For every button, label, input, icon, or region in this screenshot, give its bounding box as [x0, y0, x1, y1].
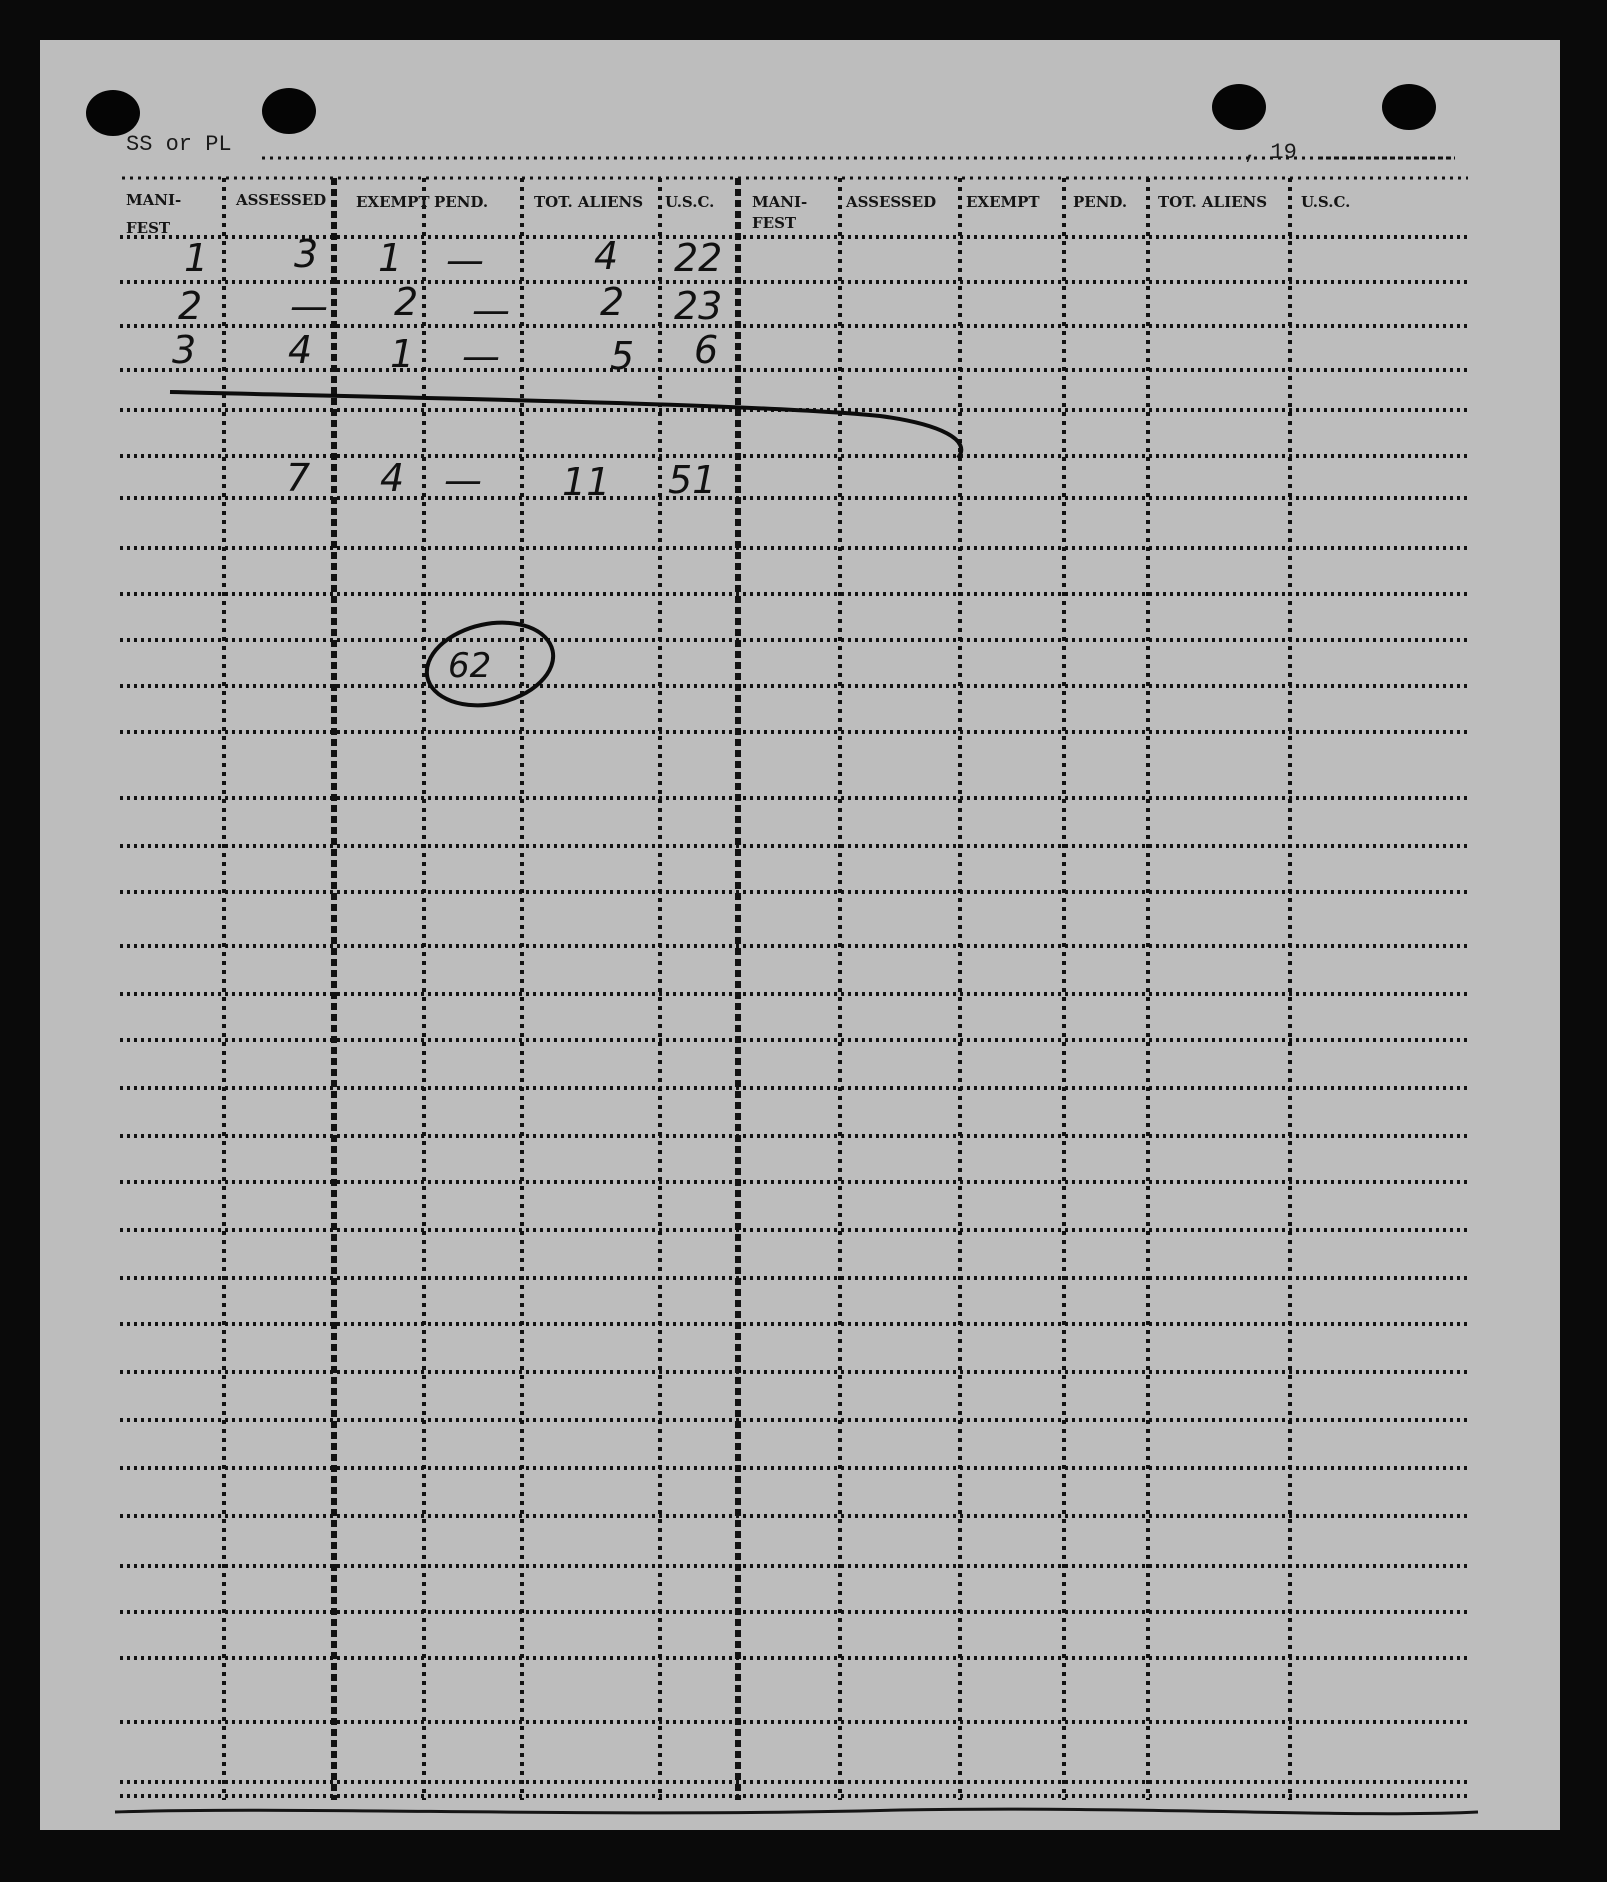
row-1-manifest: 1 — [184, 236, 209, 280]
ss-or-pl-label: SS or PL — [126, 132, 232, 157]
grand-total: 62 — [448, 646, 492, 686]
col-header-manifest-right-2: FEST — [752, 214, 797, 232]
col-header-manifest-right: MANI- — [752, 193, 808, 211]
col-header-exempt-right: EXEMPT — [966, 193, 1040, 211]
row-1-exempt: 1 — [378, 236, 403, 280]
row-2-assessed: — — [290, 284, 328, 328]
total-usc: 51 — [668, 458, 717, 502]
row-2-exempt: 2 — [394, 280, 419, 324]
row-3-usc: 6 — [694, 328, 719, 372]
date-year-label: , 19 — [1244, 140, 1297, 165]
col-header-assessed-right: ASSESSED — [846, 193, 937, 211]
total-pend: — — [444, 458, 482, 502]
row-2-manifest: 2 — [178, 284, 203, 328]
col-header-exempt: EXEMPT — [356, 193, 430, 211]
row-2-tot-aliens: 2 — [600, 280, 625, 324]
row-3-pend: — — [462, 334, 500, 378]
bottom-border-line — [115, 1809, 1478, 1814]
row-1-tot-aliens: 4 — [594, 234, 619, 278]
col-header-usc-right: U.S.C. — [1301, 193, 1351, 211]
total-exempt: 4 — [380, 456, 405, 500]
row-2-pend: — — [472, 288, 510, 332]
row-2-usc: 23 — [674, 284, 723, 328]
col-header-manifest-2: FEST — [126, 219, 171, 237]
handwritten-sum-line — [170, 392, 961, 458]
col-header-tot-aliens-right: TOT. ALIENS — [1158, 193, 1268, 211]
row-1-usc: 22 — [674, 236, 723, 280]
row-3-tot-aliens: 5 — [610, 334, 635, 378]
col-header-tot-aliens: TOT. ALIENS — [534, 193, 644, 211]
row-3-assessed: 4 — [288, 328, 313, 372]
total-tot-aliens: 11 — [562, 460, 611, 504]
row-1-pend: — — [446, 238, 484, 282]
col-header-usc: U.S.C. — [665, 193, 715, 211]
col-header-manifest: MANI- — [126, 191, 182, 209]
row-3-manifest: 3 — [172, 328, 197, 372]
row-3-exempt: 1 — [390, 332, 415, 376]
col-header-assessed: ASSESSED — [236, 191, 327, 209]
total-assessed: 7 — [286, 456, 311, 500]
col-header-pend-right: PEND. — [1073, 193, 1128, 211]
col-header-pend: PEND. — [434, 193, 489, 211]
row-1-assessed: 3 — [294, 232, 319, 276]
